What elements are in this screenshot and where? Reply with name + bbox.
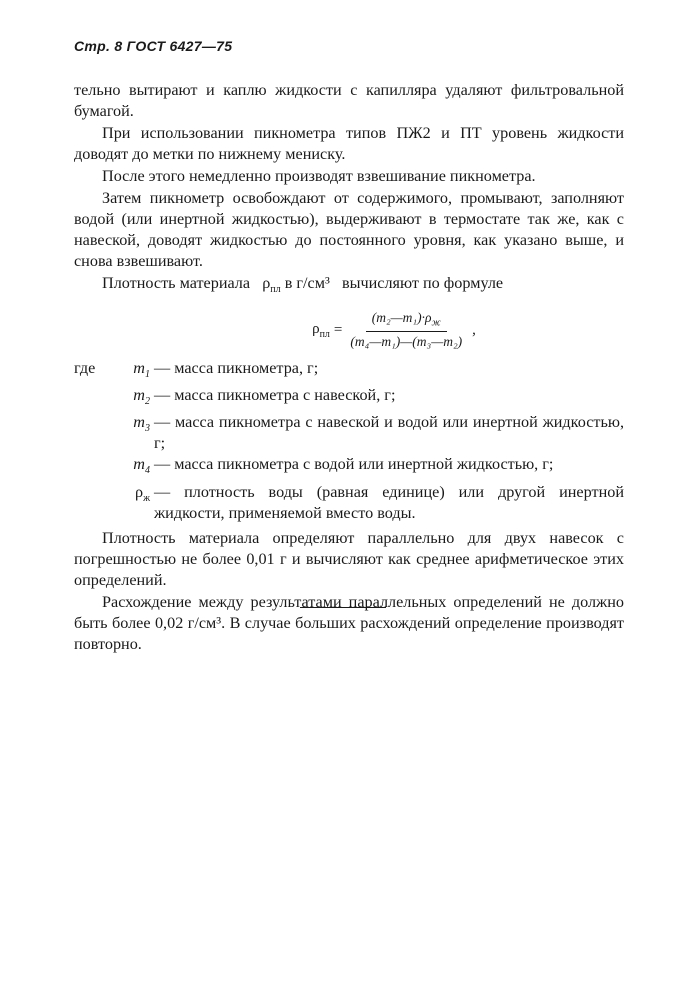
formula-numerator <box>366 310 447 332</box>
where-symbol: $m_2$ <box>133 386 150 408</box>
formula-comma: , <box>472 321 476 338</box>
where-desc: — масса пикнометра с водой или инертной жидкостью, г; <box>154 455 554 474</box>
where-symbol: $m_3$ <box>133 413 150 435</box>
paragraph-7: Расхождение между результатами параллельных определений не должно быть более 0,02 г/см³. В случае больших расхождений определение производят повторно. <box>74 592 624 653</box>
where-item-m3 <box>74 412 624 454</box>
formula-equals: = <box>333 321 343 338</box>
formula-denominator: (m₄—m₁)—(m₃—m₂) <box>350 333 463 349</box>
formula-fraction <box>344 310 468 350</box>
p5-text-after: вычисляют по формуле <box>341 274 504 292</box>
formula-rho: ρ <box>312 320 320 337</box>
where-symbol: $m_1$ <box>133 358 150 381</box>
unit-text: г/см³ <box>296 274 330 292</box>
document-page <box>74 38 624 655</box>
page-header: Стр. 8 ГОСТ 6427—75 <box>74 38 233 54</box>
where-symbol: $m_4$ <box>133 455 150 477</box>
formula-lhs <box>312 321 330 340</box>
where-item-rho <box>74 482 624 524</box>
paragraph-2: При использовании пикнометра типов ПЖ2 и ПТ уровень жидкости доводят до метки по нижнему мениску. <box>74 124 624 163</box>
where-symbol: $\rho_ж$ <box>135 482 150 504</box>
where-desc: — масса пикнометра, г; <box>154 358 319 377</box>
formula-rho-sub: пл <box>319 328 330 340</box>
where-list <box>74 358 624 524</box>
where-lead: где <box>74 358 96 377</box>
paragraph-6: Плотность материала определяют параллельно для двух навесок с погрешностью не более 0,01 г и вычисляют как среднее арифметическое этих определений. <box>74 528 624 589</box>
where-item-m1 <box>74 358 624 385</box>
where-item-m4 <box>74 454 624 481</box>
rho-subscript: пл <box>270 284 281 296</box>
rho-symbol: ρ <box>262 274 271 292</box>
numerator-sub: ж <box>431 317 441 329</box>
paragraph-1: тельно вытирают и каплю жидкости с капилляра удаляют фильтровальной бумагой. <box>74 81 624 120</box>
p5-text-before: Плотность материала <box>102 274 251 292</box>
end-separator-line <box>300 607 386 608</box>
density-formula <box>164 310 624 350</box>
paragraph-3: После этого немедленно производят взвешивание пикнометра. <box>102 167 536 185</box>
where-desc: — масса пикнометра с навеской и водой или инертной жидкостью, г; <box>154 413 624 453</box>
paragraph-5: Плотность материала $\rho_{пл}$ в г/см³ вычисляют по формуле <box>102 274 504 296</box>
numerator-text: (m₂—m₁)·ρ <box>371 310 432 326</box>
where-desc: — плотность воды (равная единице) или другой инертной жидкости, применяемой вместо воды. <box>154 482 624 522</box>
where-item-m2 <box>74 385 624 412</box>
where-desc: — масса пикнометра с навеской, г; <box>154 386 396 405</box>
paragraph-4: Затем пикнометр освобождают от содержимого, промывают, заполняют водой (или инертной жидкостью), выдерживают в термостате так же, как с навеской, доводят жидкостью до постоянного уровня, как указано выше, и снова взвешивают. <box>74 189 624 270</box>
